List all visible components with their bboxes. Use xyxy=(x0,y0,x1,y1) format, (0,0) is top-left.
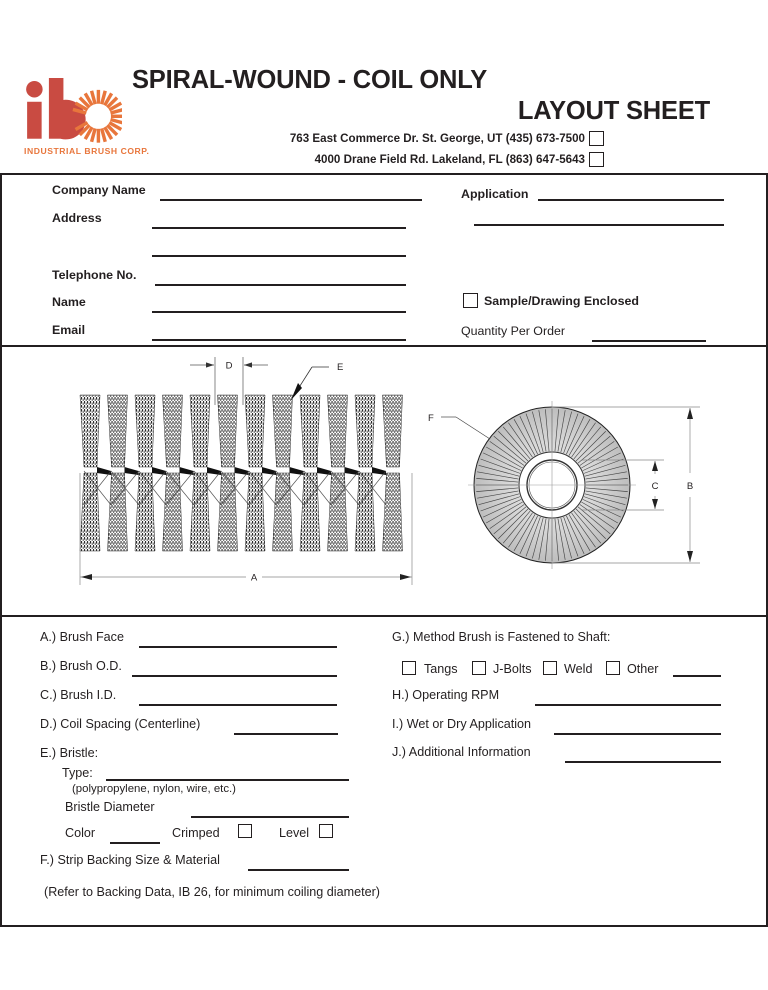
other-label: Other xyxy=(627,662,659,676)
bristle-type-input[interactable] xyxy=(106,779,349,781)
address-line-2-input[interactable] xyxy=(152,255,406,257)
application-label: Application xyxy=(461,187,529,201)
level-label: Level xyxy=(279,826,310,840)
application-input-2[interactable] xyxy=(474,224,724,226)
sample-drawing-checkbox[interactable] xyxy=(463,293,478,308)
address-line-1-input[interactable] xyxy=(152,227,406,229)
drawing-section xyxy=(0,345,768,615)
jbolts-checkbox[interactable] xyxy=(472,661,486,675)
page-title-line1: SPIRAL-WOUND - COIL ONLY xyxy=(132,66,488,94)
email-input[interactable] xyxy=(152,339,406,341)
application-input-1[interactable] xyxy=(538,199,724,201)
spec-j-label: J.) Additional Information xyxy=(392,745,531,759)
spec-i-label: I.) Wet or Dry Application xyxy=(392,717,532,731)
divider-header xyxy=(0,173,768,175)
bristle-type-hint: (polypropylene, nylon, wire, etc.) xyxy=(72,783,236,795)
spec-h-label: H.) Operating RPM xyxy=(392,688,500,702)
tangs-label: Tangs xyxy=(424,662,458,676)
dim-label-b: B xyxy=(686,481,694,492)
document-header xyxy=(0,0,768,173)
strip-backing-input[interactable] xyxy=(248,869,349,871)
telephone-input[interactable] xyxy=(155,284,406,286)
additional-information-input[interactable] xyxy=(565,761,721,763)
spec-a-label: A.) Brush Face xyxy=(40,630,124,644)
spec-c-label: C.) Brush I.D. xyxy=(40,688,117,702)
dim-label-d: D xyxy=(225,360,233,372)
address-label: Address xyxy=(52,211,102,225)
bristle-diameter-input[interactable] xyxy=(191,816,349,818)
bristle-diameter-label: Bristle Diameter xyxy=(65,800,155,814)
backing-data-footnote: (Refer to Backing Data, IB 26, for minimum coiling diameter) xyxy=(44,885,380,899)
spec-d-label: D.) Coil Spacing (Centerline) xyxy=(40,717,201,731)
coil-spacing-input[interactable] xyxy=(234,733,338,735)
spec-g-label: G.) Method Brush is Fastened to Shaft: xyxy=(392,630,611,644)
color-label: Color xyxy=(65,826,96,840)
quantity-input[interactable] xyxy=(592,340,706,342)
address-line-1: 763 East Commerce Dr. St. George, UT (435) 673-7500 xyxy=(289,132,585,145)
weld-checkbox[interactable] xyxy=(543,661,557,675)
crimped-checkbox[interactable] xyxy=(238,824,252,838)
bristle-type-label: Type: xyxy=(62,766,93,780)
brush-id-input[interactable] xyxy=(139,704,337,706)
divider-drawing xyxy=(0,615,768,617)
weld-label: Weld xyxy=(564,662,593,676)
spec-f-label: F.) Strip Backing Size & Material xyxy=(40,853,220,867)
color-input[interactable] xyxy=(110,842,160,844)
quantity-label: Quantity Per Order xyxy=(461,324,565,338)
address-2-checkbox[interactable] xyxy=(589,152,604,167)
technical-drawings xyxy=(0,345,768,615)
page-title-line2: LAYOUT SHEET xyxy=(517,97,710,125)
jbolts-label: J-Bolts xyxy=(493,662,532,676)
company-name-input[interactable] xyxy=(160,199,422,201)
sample-drawing-label: Sample/Drawing Enclosed xyxy=(484,294,639,308)
dim-label-a: A xyxy=(250,572,258,584)
end-view-drawing xyxy=(428,401,700,569)
wet-or-dry-input[interactable] xyxy=(554,733,721,735)
email-label: Email xyxy=(52,323,86,337)
brush-face-input[interactable] xyxy=(139,646,337,648)
brush-od-input[interactable] xyxy=(132,675,337,677)
company-name-label: Company Name xyxy=(52,183,146,197)
other-input[interactable] xyxy=(673,675,721,677)
telephone-label: Telephone No. xyxy=(52,268,137,282)
dim-label-e: E xyxy=(337,362,344,373)
dim-label-f: F xyxy=(428,413,434,424)
crimped-label: Crimped xyxy=(172,826,220,840)
other-checkbox[interactable] xyxy=(606,661,620,675)
tangs-checkbox[interactable] xyxy=(402,661,416,675)
name-input[interactable] xyxy=(152,311,406,313)
operating-rpm-input[interactable] xyxy=(535,704,721,706)
logo-tagline: INDUSTRIAL BRUSH CORP. xyxy=(24,146,150,156)
side-view-drawing xyxy=(80,357,412,585)
spec-b-label: B.) Brush O.D. xyxy=(40,659,122,673)
address-1-checkbox[interactable] xyxy=(589,131,604,146)
divider-bottom xyxy=(0,925,768,927)
dim-label-c: C xyxy=(651,481,659,492)
name-label: Name xyxy=(52,295,86,309)
address-line-2: 4000 Drane Field Rd. Lakeland, FL (863) 647-5643 xyxy=(314,153,585,166)
level-checkbox[interactable] xyxy=(319,824,333,838)
spec-e-label: E.) Bristle: xyxy=(40,746,99,760)
